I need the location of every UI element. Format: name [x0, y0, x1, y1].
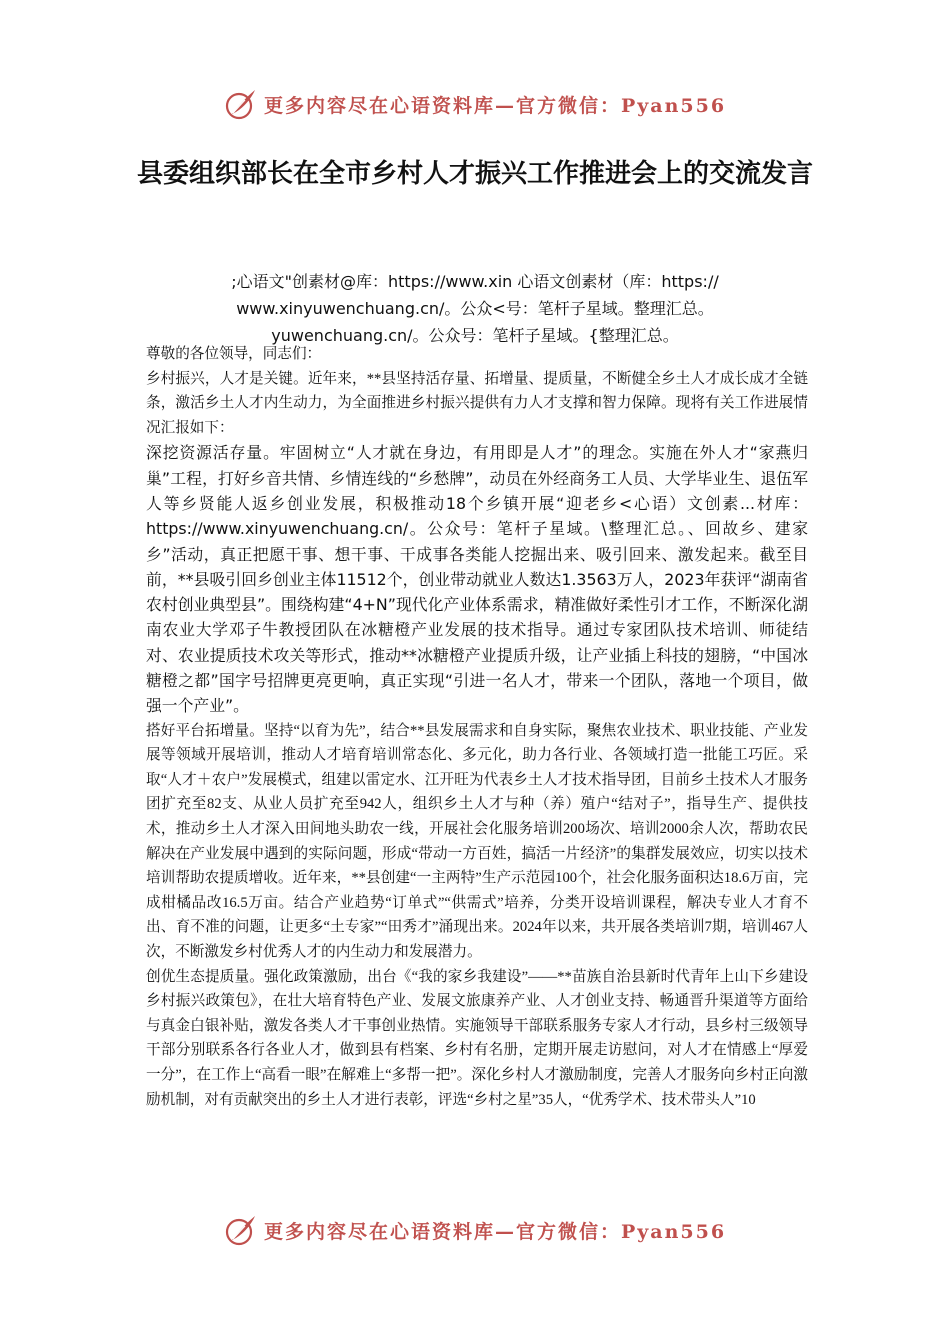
- banner-text: 更多内容尽在心语资料库—官方微信：Pyan556: [263, 1220, 727, 1243]
- section-paragraph-ecology: 创优生态提质量。强化政策激励，出台《“我的家乡我建设”——**苗族自治县新时代青年上山下乡建设乡村振兴政策包》，在壮大培育特色产业、发展文旅康养产业、人才创业支持、畅通晋升渠道等方面给与真金白银补贴，激发各类人才干事创业热情。实施领导干部联系服务专家人才行动，县乡村三级领导干部分别联系各行各业人才，做到县有档案、乡村有名册，定期开展走访慰问，对人才在情感上“厚爱一分”，在工作上“高看一眼”在解难上“多帮一把”。深化乡村人才激励制度，完善人才服务向乡村正向激励机制，对有贡献突出的乡土人才进行表彰，评选“乡村之星”35人，“优秀学术、技术带头人”10: [146, 968, 808, 1108]
- source-line: yuwenchuang.cn/。公众号：笔杆子星域。{整理汇总。: [271, 326, 679, 345]
- source-line: ;心语文"创素材@库：https://www.xin 心语文创素材（库：https://: [231, 272, 719, 291]
- document-body: [146, 342, 808, 1112]
- header-banner: [0, 84, 950, 124]
- section-paragraph-existing-talent: 深挖资源活存量。牢固树立“人才就在身边，有用即是人才”的理念。实施在外人才“家燕归巢”工程，打好乡音共情、乡情连线的“乡愁牌”，动员在外经商务工人员、大学毕业生、退伍军人等乡贤能人返乡创业发展，积极推动18个乡镇开展“迎老乡<心语）文创素...材库：https://www.xinyuwenchuang.cn/。公众号：笔杆子星域。\整理汇总。、回故乡、建家乡”活动，真正把愿干事、想干事、干成事各类能人挖掘出来、吸引回来、激发起来。截至目前，**县吸引回乡创业主体11512个，创业带动就业人数达1.3563万人，2023年获评“湖南省农村创业典型县”。围绕构建“4+N”现代化产业体系需求，精准做好柔性引才工作，不断深化湖南农业大学邓子牛教授团队在冰糖橙产业发展的技术指导。通过专家团队技术培训、师徒结对、农业提质技术攻关等形式，推动**冰糖橙产业提质升级，让产业插上科技的翅膀，“中国冰糖橙之都”国字号招牌更亮更响，真正实现“引进一名人才，带来一个团队，落地一个项目，做强一个产业”。: [146, 443, 808, 716]
- section-paragraph-platform: 搭好平台拓增量。坚持“以育为先”，结合**县发展需求和自身实际，聚焦农业技术、职业技能、产业发展等领域开展培训，推动人才培育培训常态化、多元化，助力各行业、各领域打造一批能工巧匠。采取“人才＋农户”发展模式，组建以雷定水、江开旺为代表乡土人才技术指导团，目前乡土技术人才服务团扩充至82支、从业人员扩充至942人，组织乡土人才与种（养）殖户“结对子”，指导生产、提供技术，推动乡土人才深入田间地头助农一线，开展社会化服务培训200场次、培训2000余人次，帮助农民解决在产业发展中遇到的实际问题，形成“带动一方百姓，搞活一片经济”的集群发展效应，切实以技术培训帮助农提质增收。近年来，**县创建“一主两特”生产示范园100个，社会化服务面积达18.6万亩，完成柑橘品改16.5万亩。结合产业趋势“订单式”“供需式”培养，分类开设培训课程，解决专业人才育不出、育不准的问题，让更多“土专家”“田秀才”涌现出来。2024年以来，共开展各类培训7期，培训467人次，不断激发乡村优秀人才的内生动力和发展潜力。: [146, 722, 808, 960]
- banner-text: 更多内容尽在心语资料库—官方微信：Pyan556: [263, 94, 727, 117]
- quill-logo-icon: [224, 1213, 258, 1247]
- intro-paragraph: 乡村振兴，人才是关键。近年来，**县坚持活存量、拓增量、提质量，不断健全乡土人才成长成才全链条，激活乡土人才内生动力，为全面推进乡村振兴提供有力人才支撑和智力保障。现将有关工作进展情况汇报如下：: [146, 370, 808, 436]
- source-line: www.xinyuwenchuang.cn/。公众<号：笔杆子星域。整理汇总。: [236, 299, 714, 318]
- quill-logo-icon: [224, 87, 258, 121]
- source-note: [140, 268, 810, 349]
- document-title: 县委组织部长在全市乡村人才振兴工作推进会上的交流发言: [136, 159, 813, 189]
- footer-banner: [0, 1210, 950, 1250]
- salutation: 尊敬的各位领导，同志们：: [146, 346, 322, 362]
